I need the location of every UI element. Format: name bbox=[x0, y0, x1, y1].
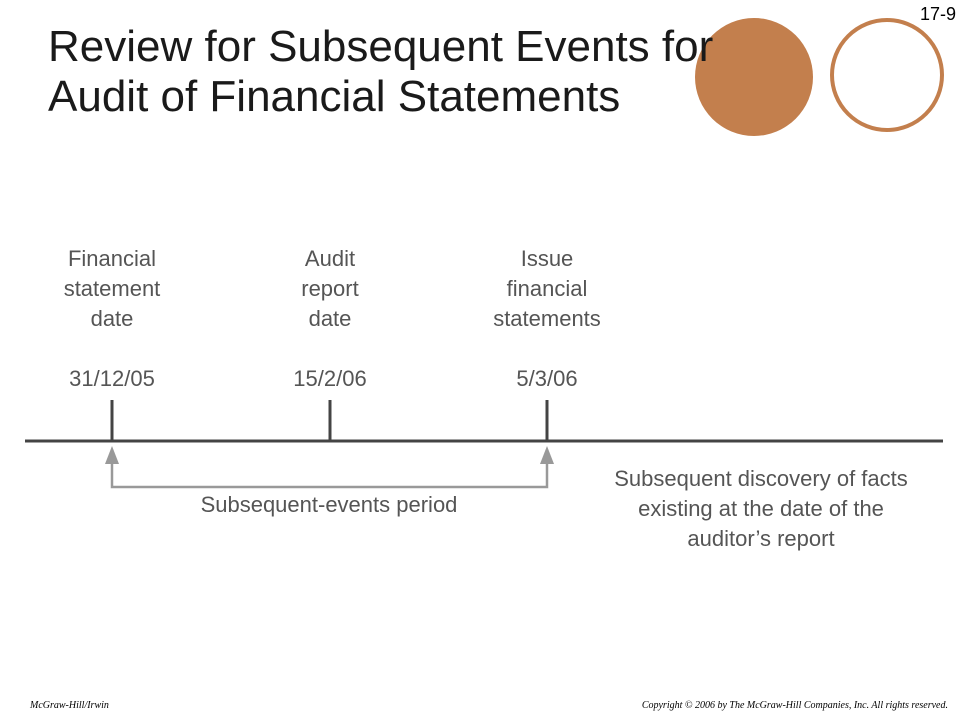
event-3-label-line-1: Issue bbox=[520, 246, 574, 271]
event-1-label-line-2: statement bbox=[63, 276, 161, 301]
footer-copyright: Copyright © 2006 by The McGraw-Hill Companies, Inc. All rights reserved. bbox=[641, 700, 948, 711]
slide-title-line-2: Audit of Financial Statements bbox=[48, 72, 621, 121]
period-start-arrowhead bbox=[105, 446, 119, 464]
period-end-arrowhead bbox=[540, 446, 554, 464]
after-issue-note-line-2: existing at the date of the bbox=[638, 496, 884, 521]
period-bracket bbox=[112, 462, 547, 487]
after-issue-note-line-1: Subsequent discovery of facts bbox=[614, 466, 908, 491]
event-2-label-line-3: date bbox=[308, 306, 352, 331]
slide-number: 17-9 bbox=[919, 4, 956, 24]
event-3-label-line-3: statements bbox=[493, 306, 601, 331]
event-1-label-line-3: date bbox=[90, 306, 134, 331]
slide-title-line-1: Review for Subsequent Events for bbox=[48, 22, 714, 71]
footer-publisher: McGraw-Hill/Irwin bbox=[30, 700, 109, 711]
event-1-date: 31/12/05 bbox=[69, 366, 155, 391]
event-1-label-line-1: Financial bbox=[67, 246, 157, 271]
event-2-label-line-1: Audit bbox=[304, 246, 356, 271]
after-issue-note-line-3: auditor’s report bbox=[687, 526, 835, 551]
event-2-date: 15/2/06 bbox=[293, 366, 367, 391]
event-2-label-line-2: report bbox=[301, 276, 359, 301]
event-3-date: 5/3/06 bbox=[516, 366, 578, 391]
event-3-label-line-2: financial bbox=[506, 276, 588, 301]
period-label: Subsequent-events period bbox=[200, 492, 458, 517]
